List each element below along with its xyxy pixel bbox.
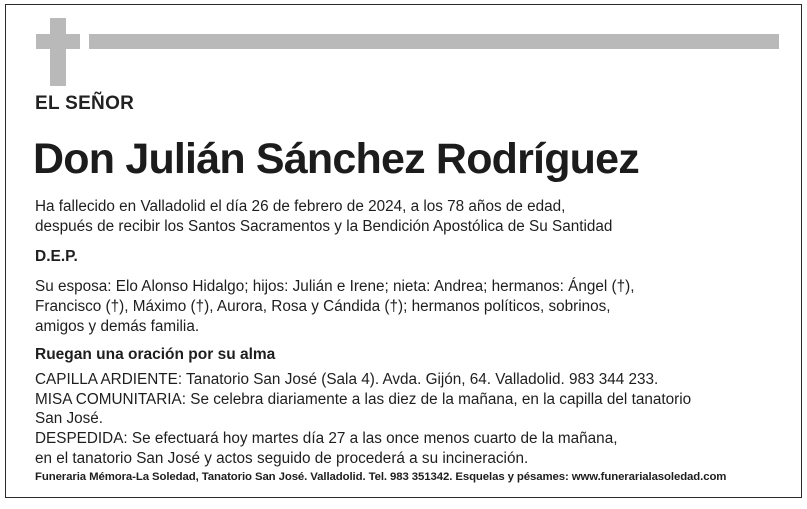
cross-vertical-bar — [50, 18, 66, 86]
dep-label: D.E.P. — [35, 248, 78, 265]
cross-icon — [36, 18, 80, 86]
death-line-2: después de recibir los Santos Sacramentos y la Bendición Apostólica de Su Santidad — [35, 218, 613, 235]
funeral-home-footer: Funeraria Mémora-La Soledad, Tanatorio San José. Valladolid. Tel. 983 351342. Esquelas y pésames: www.funerarialasoledad.com — [35, 471, 727, 483]
honorific: EL SEÑOR — [35, 93, 135, 114]
header-rule — [89, 34, 779, 49]
death-line-1: Ha fallecido en Valladolid el día 26 de febrero de 2024, a los 78 años de edad, — [35, 198, 566, 215]
service-line-2: MISA COMUNITARIA: Se celebra diariamente a las diez de la mañana, en la capilla del tanatorio — [35, 391, 692, 408]
service-line-4: DESPEDIDA: Se efectuará hoy martes día 27 a las once menos cuarto de la mañana, — [35, 430, 618, 447]
family-line-2: Francisco (†), Máximo (†), Aurora, Rosa y Cándida (†); hermanos políticos, sobrinos, — [35, 298, 611, 315]
family-line-3: amigos y demás familia. — [35, 318, 200, 335]
deceased-name: Don Julián Sánchez Rodríguez — [33, 135, 639, 183]
prayer-request: Ruegan una oración por su alma — [35, 346, 276, 363]
service-line-1: CAPILLA ARDIENTE: Tanatorio San José (Sala 4). Avda. Gijón, 64. Valladolid. 983 344 233. — [35, 371, 659, 388]
obituary-notice — [5, 4, 802, 498]
family-line-1: Su esposa: Elo Alonso Hidalgo; hijos: Julián e Irene; nieta: Andrea; hermanos: Ángel (†), — [35, 278, 635, 295]
service-line-5: en el tanatorio San José y actos seguido de procederá a su incineración. — [35, 450, 529, 467]
service-line-3: San José. — [35, 410, 104, 427]
cross-horizontal-bar — [36, 34, 80, 49]
